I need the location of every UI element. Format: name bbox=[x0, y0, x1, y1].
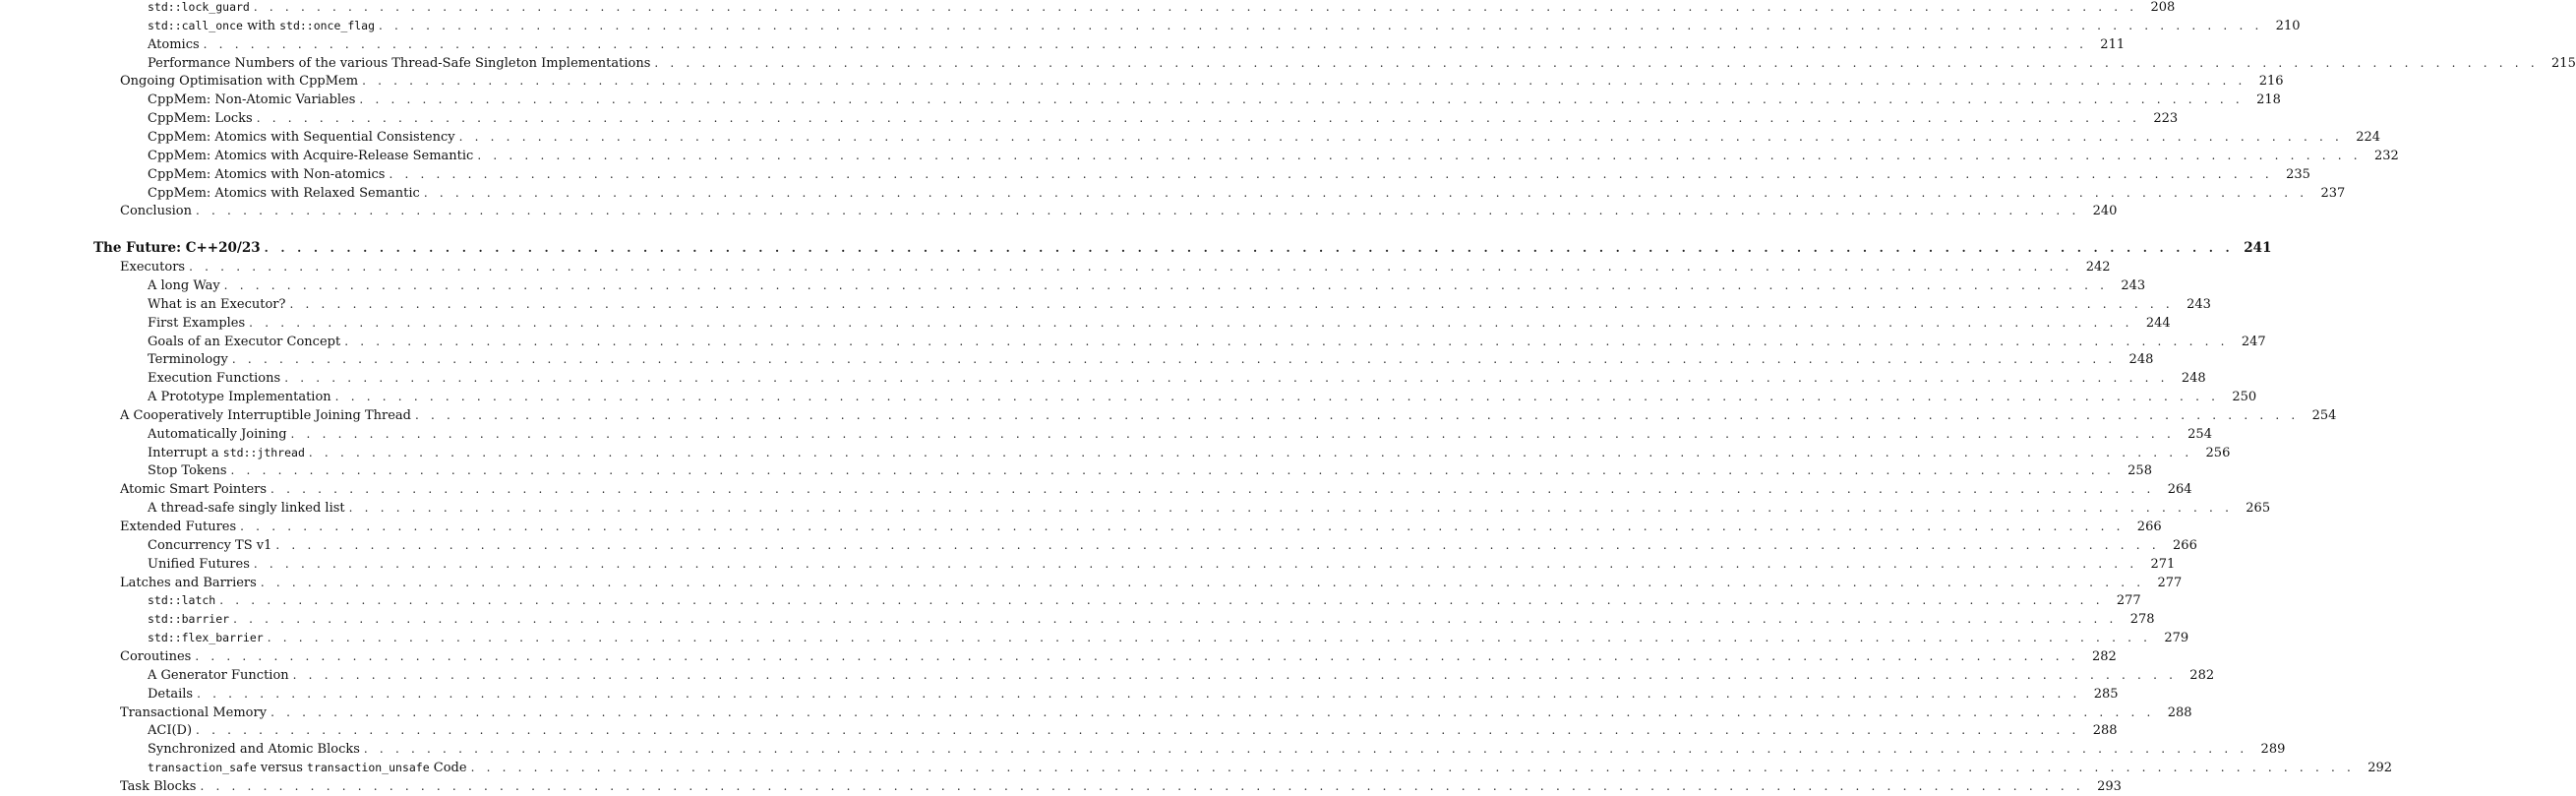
toc-entry-title bbox=[148, 499, 349, 518]
toc-title-text: A Generator Function bbox=[148, 667, 289, 683]
toc-entry-title bbox=[148, 109, 257, 128]
dot-leader: . . . . . . . . . . . . . . . . . . . . . . . . . . . . . . . . . . . . . . . . . . . . . . . . . . . . . . . . . . . . . . . . . . . . . . . . . . . . . . . . . . . . . . . . . . . . . . . . . . . . . . . . . . . . . . . . . . . . . . . . bbox=[253, 0, 2146, 14]
toc-entry[interactable] bbox=[0, 350, 2154, 369]
toc-entry[interactable] bbox=[0, 0, 2176, 17]
toc-title-text: A Cooperatively Interruptible Joining Thread bbox=[120, 407, 411, 423]
toc-entry-title bbox=[148, 295, 289, 314]
toc-entry[interactable] bbox=[0, 165, 2310, 184]
dot-leader: . . . . . . . . . . . . . . . . . . . . . . . . . . . . . . . . . . . . . . . . . . . . . . . . . . . . . . . . . . . . . . . . . . . . . . . . . . . . . . . . . . . . . . . . . . . . . . . . . . . . . . . . . . . . . . . . . . . . . . . . bbox=[308, 445, 2201, 459]
dot-leader: . . . . . . . . . . . . . . . . . . . . . . . . . . . . . . . . . . . . . . . . . . . . . . . . . . . . . . . . . . . . . . . . . . . . . . . . . . . . . . . . . . . . . . . . . . . . . . . . . . . . . . . . . . . . . . . . . . . . . . . . bbox=[477, 148, 2369, 162]
dot-leader: . . . . . . . . . . . . . . . . . . . . . . . . . . . . . . . . . . . . . . . . . . . . . . . . . . . . . . . . . . . . . . . . . . . . . . . . . . . . . . . . . . . . . . . . . . . . . . . . . . . . . . . . . . . . . . . . . . . . . . . . bbox=[264, 241, 2243, 256]
toc-page-number: 248 bbox=[2124, 350, 2153, 369]
toc-entry[interactable] bbox=[0, 54, 2576, 73]
toc-entry-title bbox=[148, 591, 219, 610]
toc-title-text: Automatically Joining bbox=[148, 426, 287, 442]
toc-title-text: CppMem: Atomics with Relaxed Semantic bbox=[148, 185, 420, 201]
toc-entry-title bbox=[148, 17, 379, 35]
dot-leader: . . . . . . . . . . . . . . . . . . . . . . . . . . . . . . . . . . . . . . . . . . . . . . . . . . . . . . . . . . . . . . . . . . . . . . . . . . . . . . . . . . . . . . . . . . . . . . . . . . . . . . . . . . . . . . . . . . . . . . . . bbox=[359, 92, 2251, 107]
dot-leader: . . . . . . . . . . . . . . . . . . . . . . . . . . . . . . . . . . . . . . . . . . . . . . . . . . . . . . . . . . . . . . . . . . . . . . . . . . . . . . . . . . . . . . . . . . . . . . . . . . . . . . . . . . . . . . . . . . . . . . . . bbox=[240, 520, 2132, 533]
toc-page-number: 258 bbox=[2123, 461, 2152, 480]
toc-page-number: 293 bbox=[2092, 777, 2122, 796]
toc-page-number: 282 bbox=[2185, 666, 2214, 685]
toc-entry[interactable] bbox=[0, 480, 2192, 499]
toc-page-number: 247 bbox=[2237, 333, 2266, 351]
toc-title-text: Unified Futures bbox=[148, 556, 250, 572]
toc-entry-title bbox=[120, 202, 196, 220]
toc-entry[interactable] bbox=[0, 629, 2189, 647]
toc-page-number: 254 bbox=[2306, 406, 2336, 425]
toc-title-text: A long Way bbox=[148, 277, 220, 293]
toc-entry[interactable] bbox=[0, 128, 2381, 147]
toc-entry-title bbox=[148, 425, 291, 444]
dot-leader: . . . . . . . . . . . . . . . . . . . . . . . . . . . . . . . . . . . . . . . . . . . . . . . . . . . . . . . . . . . . . . . . . . . . . . . . . . . . . . . . . . . . . . . . . . . . . . . . . . . . . . . . . . . . . . . . . . . . . . . . bbox=[363, 742, 2256, 757]
toc-entry-title bbox=[148, 128, 459, 147]
toc-page-number: 243 bbox=[2182, 295, 2211, 314]
toc-entry-title bbox=[148, 555, 254, 574]
toc-page-number: 292 bbox=[2363, 759, 2392, 777]
toc-title-text: Task Blocks bbox=[120, 778, 197, 794]
toc-title-text: ACI(D) bbox=[148, 723, 193, 739]
toc-entry[interactable] bbox=[0, 444, 2231, 462]
toc-title-text: Latches and Barriers bbox=[120, 575, 257, 590]
toc-page-number: 288 bbox=[2163, 704, 2192, 722]
dot-leader: . . . . . . . . . . . . . . . . . . . . . . . . . . . . . . . . . . . . . . . . . . . . . . . . . . . . . . . . . . . . . . . . . . . . . . . . . . . . . . . . . . . . . . . . . . . . . . . . . . . . . . . . . . . . . . . . . . . . . . . . bbox=[233, 612, 2126, 627]
toc-title-code: std::call_once bbox=[148, 18, 243, 32]
toc-page-number: 210 bbox=[2271, 17, 2301, 35]
dot-leader: . . . . . . . . . . . . . . . . . . . . . . . . . . . . . . . . . . . . . . . . . . . . . . . . . . . . . . . . . . . . . . . . . . . . . . . . . . . . . . . . . . . . . . . . . . . . . . . . . . . . . . . . . . . . . . . . . . . . . . . . bbox=[260, 575, 2153, 589]
toc-page-number: 208 bbox=[2145, 0, 2175, 17]
toc-page-number: 277 bbox=[2152, 574, 2182, 592]
toc-entry-title bbox=[120, 647, 195, 666]
toc-page-number: 264 bbox=[2163, 480, 2192, 499]
toc-entry[interactable] bbox=[0, 258, 2111, 276]
toc-title-text: versus bbox=[256, 761, 308, 775]
toc-entry[interactable] bbox=[0, 388, 2257, 406]
toc-entry[interactable] bbox=[0, 518, 2162, 536]
toc-entry[interactable] bbox=[0, 35, 2126, 54]
toc-entry[interactable] bbox=[0, 91, 2281, 109]
toc-page-number: 211 bbox=[2095, 35, 2125, 54]
toc-page-number: 279 bbox=[2159, 629, 2188, 647]
toc-entry-title bbox=[148, 610, 233, 629]
toc-entry[interactable] bbox=[0, 17, 2301, 35]
toc-title-code: std::latch bbox=[148, 593, 216, 608]
toc-title-text: CppMem: Locks bbox=[148, 111, 253, 127]
toc-entry[interactable] bbox=[0, 759, 2393, 777]
toc-title-text: Atomic Smart Pointers bbox=[120, 482, 268, 498]
toc-title-text: Goals of an Executor Concept bbox=[148, 334, 341, 349]
toc-entry[interactable] bbox=[0, 425, 2212, 444]
toc-title-text: A thread-safe singly linked list bbox=[148, 501, 345, 517]
dot-leader: . . . . . . . . . . . . . . . . . . . . . . . . . . . . . . . . . . . . . . . . . . . . . . . . . . . . . . . . . . . . . . . . . . . . . . . . . . . . . . . . . . . . . . . . . . . . . . . . . . . . . . . . . . . . . . . . . . . . . . . . bbox=[195, 648, 2087, 663]
toc-page-number: 256 bbox=[2200, 444, 2230, 462]
toc-page-number: 266 bbox=[2168, 536, 2197, 555]
dot-leader: . . . . . . . . . . . . . . . . . . . . . . . . . . . . . . . . . . . . . . . . . . . . . . . . . . . . . . . . . . . . . . . . . . . . . . . . . . . . . . . . . . . . . . . . . . . . . . . . . . . . . . . . . . . . . . . . . . . . . . . . bbox=[200, 778, 2092, 793]
toc-chapter[interactable] bbox=[0, 239, 2272, 258]
toc-entry-title bbox=[120, 704, 270, 722]
toc-page-number: 288 bbox=[2088, 721, 2118, 740]
dot-leader: . . . . . . . . . . . . . . . . . . . . . . . . . . . . . . . . . . . . . . . . . . . . . . . . . . . . . . . . . . . . . . . . . . . . . . . . . . . . . . . . . . . . . . . . . . . . . . . . . . . . . . . . . . . . . . . . . . . . . . . . bbox=[196, 204, 2088, 218]
toc-page-number: 277 bbox=[2112, 591, 2141, 610]
toc-title-text: Execution Functions bbox=[148, 371, 281, 387]
toc-title-text: Code bbox=[429, 761, 467, 775]
toc-page-number: 254 bbox=[2183, 425, 2212, 444]
dot-leader: . . . . . . . . . . . . . . . . . . . . . . . . . . . . . . . . . . . . . . . . . . . . . . . . . . . . . . . . . . . . . . . . . . . . . . . . . . . . . . . . . . . . . . . . . . . . . . . . . . . . . . . . . . . . . . . . . . . . . . . . bbox=[196, 723, 2088, 738]
toc-title-text: First Examples bbox=[148, 315, 246, 331]
toc-page-number: 224 bbox=[2351, 128, 2380, 147]
toc-title-code: transaction_safe bbox=[148, 761, 257, 774]
toc-title-text: The Future: C++20/23 bbox=[93, 240, 261, 257]
toc-page-number: 235 bbox=[2281, 165, 2310, 184]
toc-entry[interactable] bbox=[0, 555, 2176, 574]
toc-entry-title bbox=[120, 258, 189, 276]
dot-leader: . . . . . . . . . . . . . . . . . . . . . . . . . . . . . . . . . . . . . . . . . . . . . . . . . . . . . . . . . . . . . . . . . . . . . . . . . . . . . . . . . . . . . . . . . . . . . . . . . . . . . . . . . . . . . . . . . . . . . . . . bbox=[334, 390, 2228, 403]
toc-entry-title bbox=[148, 91, 359, 109]
toc-entry[interactable] bbox=[0, 536, 2197, 555]
toc-entry[interactable] bbox=[0, 295, 2211, 314]
dot-leader: . . . . . . . . . . . . . . . . . . . . . . . . . . . . . . . . . . . . . . . . . . . . . . . . . . . . . . . . . . . . . . . . . . . . . . . . . . . . . . . . . . . . . . . . . . . . . . . . . . . . . . . . . . . . . . . . . . . . . . . . bbox=[249, 315, 2141, 330]
toc-title-code: transaction_unsafe bbox=[307, 761, 430, 774]
toc-entry-title bbox=[148, 388, 335, 406]
toc-page-number: 271 bbox=[2145, 555, 2175, 574]
dot-leader: . . . . . . . . . . . . . . . . . . . . . . . . . . . . . . . . . . . . . . . . . . . . . . . . . . . . . . . . . . . . . . . . . . . . . . . . . . . . . . . . . . . . . . . . . . . . . . . . . . . . . . . . . . . . . . . . . . . . . . . . bbox=[290, 426, 2183, 441]
toc-title-text: CppMem: Non-Atomic Variables bbox=[148, 92, 356, 108]
toc-title-text: A Prototype Implementation bbox=[148, 390, 331, 404]
toc-entry[interactable] bbox=[0, 333, 2266, 351]
toc-page-number: 289 bbox=[2255, 740, 2285, 759]
toc-page-number: 243 bbox=[2116, 276, 2145, 295]
toc-entry-title bbox=[120, 72, 362, 91]
toc-entry-title bbox=[148, 461, 231, 480]
toc-title-text: CppMem: Atomics with Acquire-Release Semantic bbox=[148, 148, 474, 163]
toc-page-number: 241 bbox=[2244, 240, 2272, 257]
toc-entry[interactable] bbox=[0, 314, 2171, 333]
toc-entry-title bbox=[120, 406, 415, 425]
toc-entry-title bbox=[148, 184, 424, 203]
dot-leader: . . . . . . . . . . . . . . . . . . . . . . . . . . . . . . . . . . . . . . . . . . . . . . . . . . . . . . . . . . . . . . . . . . . . . . . . . . . . . . . . . . . . . . . . . . . . . . . . . . . . . . . . . . . . . . . . . . . . . . . . bbox=[219, 593, 2112, 608]
toc-title-text: with bbox=[242, 18, 280, 33]
toc-entry-title bbox=[148, 147, 477, 165]
toc-entry-title bbox=[148, 444, 309, 462]
toc-title-text: Performance Numbers of the various Thread-Safe Singleton Implementations bbox=[148, 55, 651, 71]
dot-leader: . . . . . . . . . . . . . . . . . . . . . . . . . . . . . . . . . . . . . . . . . . . . . . . . . . . . . . . . . . . . . . . . . . . . . . . . . . . . . . . . . . . . . . . . . . . . . . . . . . . . . . . . . . . . . . . . . . . . . . . . bbox=[362, 74, 2254, 89]
toc-entry-title bbox=[148, 536, 275, 555]
toc-title-code: std::jthread bbox=[222, 445, 305, 459]
toc-page-number: 265 bbox=[2241, 499, 2270, 518]
dot-leader: . . . . . . . . . . . . . . . . . . . . . . . . . . . . . . . . . . . . . . . . . . . . . . . . . . . . . . . . . . . . . . . . . . . . . . . . . . . . . . . . . . . . . . . . . . . . . . . . . . . . . . . . . . . . . . . . . . . . . . . . bbox=[470, 761, 2364, 774]
toc-entry[interactable] bbox=[0, 721, 2118, 740]
dot-leader: . . . . . . . . . . . . . . . . . . . . . . . . . . . . . . . . . . . . . . . . . . . . . . . . . . . . . . . . . . . . . . . . . . . . . . . . . . . . . . . . . . . . . . . . . . . . . . . . . . . . . . . . . . . . . . . . . . . . . . . . bbox=[389, 166, 2281, 181]
toc-entry-title bbox=[148, 165, 389, 184]
toc-page-number: 244 bbox=[2141, 314, 2171, 333]
toc-title-text: Conclusion bbox=[120, 204, 192, 219]
toc-entry[interactable] bbox=[0, 610, 2155, 629]
toc-title-text: Executors bbox=[120, 260, 186, 275]
toc-entry[interactable] bbox=[0, 109, 2179, 128]
dot-leader: . . . . . . . . . . . . . . . . . . . . . . . . . . . . . . . . . . . . . . . . . . . . . . . . . . . . . . . . . . . . . . . . . . . . . . . . . . . . . . . . . . . . . . . . . . . . . . . . . . . . . . . . . . . . . . . . . . . . . . . . bbox=[275, 537, 2168, 552]
toc-entry-title bbox=[148, 740, 364, 759]
toc-entry[interactable] bbox=[0, 574, 2183, 592]
dot-leader: . . . . . . . . . . . . . . . . . . . . . . . . . . . . . . . . . . . . . . . . . . . . . . . . . . . . . . . . . . . . . . . . . . . . . . . . . . . . . . . . . . . . . . . . . . . . . . . . . . . . . . . . . . . . . . . . . . . . . . . . bbox=[458, 129, 2352, 144]
toc-title-text: Interrupt a bbox=[148, 445, 223, 460]
toc-page-number: 242 bbox=[2081, 258, 2111, 276]
toc-entry-title bbox=[148, 333, 344, 351]
toc-page-number: 266 bbox=[2132, 518, 2162, 536]
toc-title-text: Terminology bbox=[148, 352, 228, 368]
toc-page-number: 223 bbox=[2148, 109, 2178, 128]
toc-entry[interactable] bbox=[0, 685, 2119, 704]
toc-entry-title bbox=[148, 759, 471, 777]
toc-entry[interactable] bbox=[0, 184, 2346, 203]
toc-title-text: What is an Executor? bbox=[148, 296, 286, 312]
toc-page-number: 232 bbox=[2369, 147, 2399, 165]
dot-leader: . . . . . . . . . . . . . . . . . . . . . . . . . . . . . . . . . . . . . . . . . . . . . . . . . . . . . . . . . . . . . . . . . . . . . . . . . . . . . . . . . . . . . . . . . . . . . . . . . . . . . . . . . . . . . . . . . . . . . . . . bbox=[253, 556, 2146, 571]
dot-leader: . . . . . . . . . . . . . . . . . . . . . . . . . . . . . . . . . . . . . . . . . . . . . . . . . . . . . . . . . . . . . . . . . . . . . . . . . . . . . . . . . . . . . . . . . . . . . . . . . . . . . . . . . . . . . . . . . . . . . . . . bbox=[189, 260, 2081, 274]
toc-title-text: Transactional Memory bbox=[120, 704, 268, 720]
toc-entry[interactable] bbox=[0, 647, 2117, 666]
toc-page-number: 248 bbox=[2177, 369, 2206, 388]
toc-entry[interactable] bbox=[0, 591, 2141, 610]
toc-entry[interactable] bbox=[0, 461, 2152, 480]
toc-entry[interactable] bbox=[0, 72, 2284, 91]
toc-page-number: 278 bbox=[2126, 610, 2155, 629]
toc-entry-title bbox=[120, 518, 240, 536]
toc-title-code: std::once_flag bbox=[279, 18, 376, 32]
toc-entry[interactable] bbox=[0, 704, 2192, 722]
toc-entry[interactable] bbox=[0, 147, 2399, 165]
toc-page-number: 285 bbox=[2089, 685, 2119, 704]
toc-title-code: std::barrier bbox=[148, 612, 230, 627]
toc-entry-title bbox=[148, 629, 268, 647]
toc-entry-title bbox=[93, 239, 265, 258]
dot-leader: . . . . . . . . . . . . . . . . . . . . . . . . . . . . . . . . . . . . . . . . . . . . . . . . . . . . . . . . . . . . . . . . . . . . . . . . . . . . . . . . . . . . . . . . . . . . . . . . . . . . . . . . . . . . . . . . . . . . . . . . bbox=[289, 296, 2182, 311]
toc-entry-title bbox=[148, 721, 196, 740]
toc-title-text: Synchronized and Atomic Blocks bbox=[148, 742, 360, 758]
toc-entry-title bbox=[148, 685, 197, 704]
toc-title-text: CppMem: Atomics with Non-atomics bbox=[148, 166, 386, 182]
toc-page-number: 215 bbox=[2546, 54, 2576, 73]
dot-leader: . . . . . . . . . . . . . . . . . . . . . . . . . . . . . . . . . . . . . . . . . . . . . . . . . . . . . . . . . . . . . . . . . . . . . . . . . . . . . . . . . . . . . . . . . . . . . . . . . . . . . . . . . . . . . . . . . . . . . . . . bbox=[267, 631, 2160, 645]
dot-leader: . . . . . . . . . . . . . . . . . . . . . . . . . . . . . . . . . . . . . . . . . . . . . . . . . . . . . . . . . . . . . . . . . . . . . . . . . . . . . . . . . . . . . . . . . . . . . . . . . . . . . . . . . . . . . . . . . . . . . . . . bbox=[292, 667, 2186, 682]
toc-entry-title bbox=[148, 54, 654, 73]
toc-title-text: Stop Tokens bbox=[148, 463, 227, 479]
toc-title-text: Atomics bbox=[148, 36, 200, 52]
toc-page-number: 218 bbox=[2251, 91, 2281, 109]
toc-title-text: Ongoing Optimisation with CppMem bbox=[120, 74, 359, 90]
toc-entry-title bbox=[120, 777, 200, 796]
toc-entry[interactable] bbox=[0, 777, 2122, 796]
dot-leader: . . . . . . . . . . . . . . . . . . . . . . . . . . . . . . . . . . . . . . . . . . . . . . . . . . . . . . . . . . . . . . . . . . . . . . . . . . . . . . . . . . . . . . . . . . . . . . . . . . . . . . . . . . . . . . . . . . . . . . . . bbox=[654, 55, 2546, 70]
toc-entry[interactable] bbox=[0, 666, 2215, 685]
toc-entry-title bbox=[148, 666, 293, 685]
toc-title-text: Coroutines bbox=[120, 648, 192, 664]
dot-leader: . . . . . . . . . . . . . . . . . . . . . . . . . . . . . . . . . . . . . . . . . . . . . . . . . . . . . . . . . . . . . . . . . . . . . . . . . . . . . . . . . . . . . . . . . . . . . . . . . . . . . . . . . . . . . . . . . . . . . . . . bbox=[256, 111, 2149, 126]
toc-entry-title bbox=[148, 314, 249, 333]
toc-entry-title bbox=[148, 369, 284, 388]
toc-entry-title bbox=[148, 276, 224, 295]
toc-entry[interactable] bbox=[0, 276, 2146, 295]
toc-title-code: std::lock_guard bbox=[148, 0, 250, 14]
dot-leader: . . . . . . . . . . . . . . . . . . . . . . . . . . . . . . . . . . . . . . . . . . . . . . . . . . . . . . . . . . . . . . . . . . . . . . . . . . . . . . . . . . . . . . . . . . . . . . . . . . . . . . . . . . . . . . . . . . . . . . . . bbox=[270, 482, 2163, 497]
toc-page-number: 282 bbox=[2087, 647, 2117, 666]
dot-leader: . . . . . . . . . . . . . . . . . . . . . . . . . . . . . . . . . . . . . . . . . . . . . . . . . . . . . . . . . . . . . . . . . . . . . . . . . . . . . . . . . . . . . . . . . . . . . . . . . . . . . . . . . . . . . . . . . . . . . . . . bbox=[231, 352, 2125, 367]
toc-entry-title bbox=[120, 574, 261, 592]
dot-leader: . . . . . . . . . . . . . . . . . . . . . . . . . . . . . . . . . . . . . . . . . . . . . . . . . . . . . . . . . . . . . . . . . . . . . . . . . . . . . . . . . . . . . . . . . . . . . . . . . . . . . . . . . . . . . . . . . . . . . . . . bbox=[223, 277, 2117, 292]
toc-title-text: Details bbox=[148, 686, 194, 702]
toc-entry-title bbox=[120, 480, 270, 499]
toc-page-number: 240 bbox=[2087, 202, 2117, 220]
toc-title-text: Extended Futures bbox=[120, 520, 237, 534]
toc-page-number: 250 bbox=[2227, 388, 2256, 406]
toc-entry-title bbox=[148, 350, 232, 369]
dot-leader: . . . . . . . . . . . . . . . . . . . . . . . . . . . . . . . . . . . . . . . . . . . . . . . . . . . . . . . . . . . . . . . . . . . . . . . . . . . . . . . . . . . . . . . . . . . . . . . . . . . . . . . . . . . . . . . . . . . . . . . . bbox=[270, 704, 2163, 719]
toc-page-number: 216 bbox=[2254, 72, 2284, 91]
dot-leader: . . . . . . . . . . . . . . . . . . . . . . . . . . . . . . . . . . . . . . . . . . . . . . . . . . . . . . . . . . . . . . . . . . . . . . . . . . . . . . . . . . . . . . . . . . . . . . . . . . . . . . . . . . . . . . . . . . . . . . . . bbox=[348, 501, 2242, 516]
toc-page-number: 237 bbox=[2315, 184, 2345, 203]
toc-title-code: std::flex_barrier bbox=[148, 631, 264, 645]
toc-entry[interactable] bbox=[0, 406, 2337, 425]
dot-leader: . . . . . . . . . . . . . . . . . . . . . . . . . . . . . . . . . . . . . . . . . . . . . . . . . . . . . . . . . . . . . . . . . . . . . . . . . . . . . . . . . . . . . . . . . . . . . . . . . . . . . . . . . . . . . . . . . . . . . . . . bbox=[203, 36, 2096, 51]
dot-leader: . . . . . . . . . . . . . . . . . . . . . . . . . . . . . . . . . . . . . . . . . . . . . . . . . . . . . . . . . . . . . . . . . . . . . . . . . . . . . . . . . . . . . . . . . . . . . . . . . . . . . . . . . . . . . . . . . . . . . . . . bbox=[344, 334, 2237, 348]
dot-leader: . . . . . . . . . . . . . . . . . . . . . . . . . . . . . . . . . . . . . . . . . . . . . . . . . . . . . . . . . . . . . . . . . . . . . . . . . . . . . . . . . . . . . . . . . . . . . . . . . . . . . . . . . . . . . . . . . . . . . . . . bbox=[284, 371, 2177, 386]
toc-entry-title bbox=[148, 35, 204, 54]
toc-entry[interactable] bbox=[0, 202, 2118, 220]
dot-leader: . . . . . . . . . . . . . . . . . . . . . . . . . . . . . . . . . . . . . . . . . . . . . . . . . . . . . . . . . . . . . . . . . . . . . . . . . . . . . . . . . . . . . . . . . . . . . . . . . . . . . . . . . . . . . . . . . . . . . . . . bbox=[230, 463, 2123, 478]
toc-title-text: CppMem: Atomics with Sequential Consistency bbox=[148, 129, 455, 145]
dot-leader: . . . . . . . . . . . . . . . . . . . . . . . . . . . . . . . . . . . . . . . . . . . . . . . . . . . . . . . . . . . . . . . . . . . . . . . . . . . . . . . . . . . . . . . . . . . . . . . . . . . . . . . . . . . . . . . . . . . . . . . . bbox=[414, 407, 2307, 422]
dot-leader: . . . . . . . . . . . . . . . . . . . . . . . . . . . . . . . . . . . . . . . . . . . . . . . . . . . . . . . . . . . . . . . . . . . . . . . . . . . . . . . . . . . . . . . . . . . . . . . . . . . . . . . . . . . . . . . . . . . . . . . . bbox=[379, 18, 2271, 32]
dot-leader: . . . . . . . . . . . . . . . . . . . . . . . . . . . . . . . . . . . . . . . . . . . . . . . . . . . . . . . . . . . . . . . . . . . . . . . . . . . . . . . . . . . . . . . . . . . . . . . . . . . . . . . . . . . . . . . . . . . . . . . . bbox=[423, 185, 2316, 200]
toc-title-text: Concurrency TS v1 bbox=[148, 537, 272, 553]
toc-entry[interactable] bbox=[0, 369, 2206, 388]
dot-leader: . . . . . . . . . . . . . . . . . . . . . . . . . . . . . . . . . . . . . . . . . . . . . . . . . . . . . . . . . . . . . . . . . . . . . . . . . . . . . . . . . . . . . . . . . . . . . . . . . . . . . . . . . . . . . . . . . . . . . . . . bbox=[197, 686, 2089, 701]
toc-entry[interactable] bbox=[0, 740, 2286, 759]
toc-entry[interactable] bbox=[0, 499, 2271, 518]
toc-entry-title bbox=[148, 0, 254, 17]
